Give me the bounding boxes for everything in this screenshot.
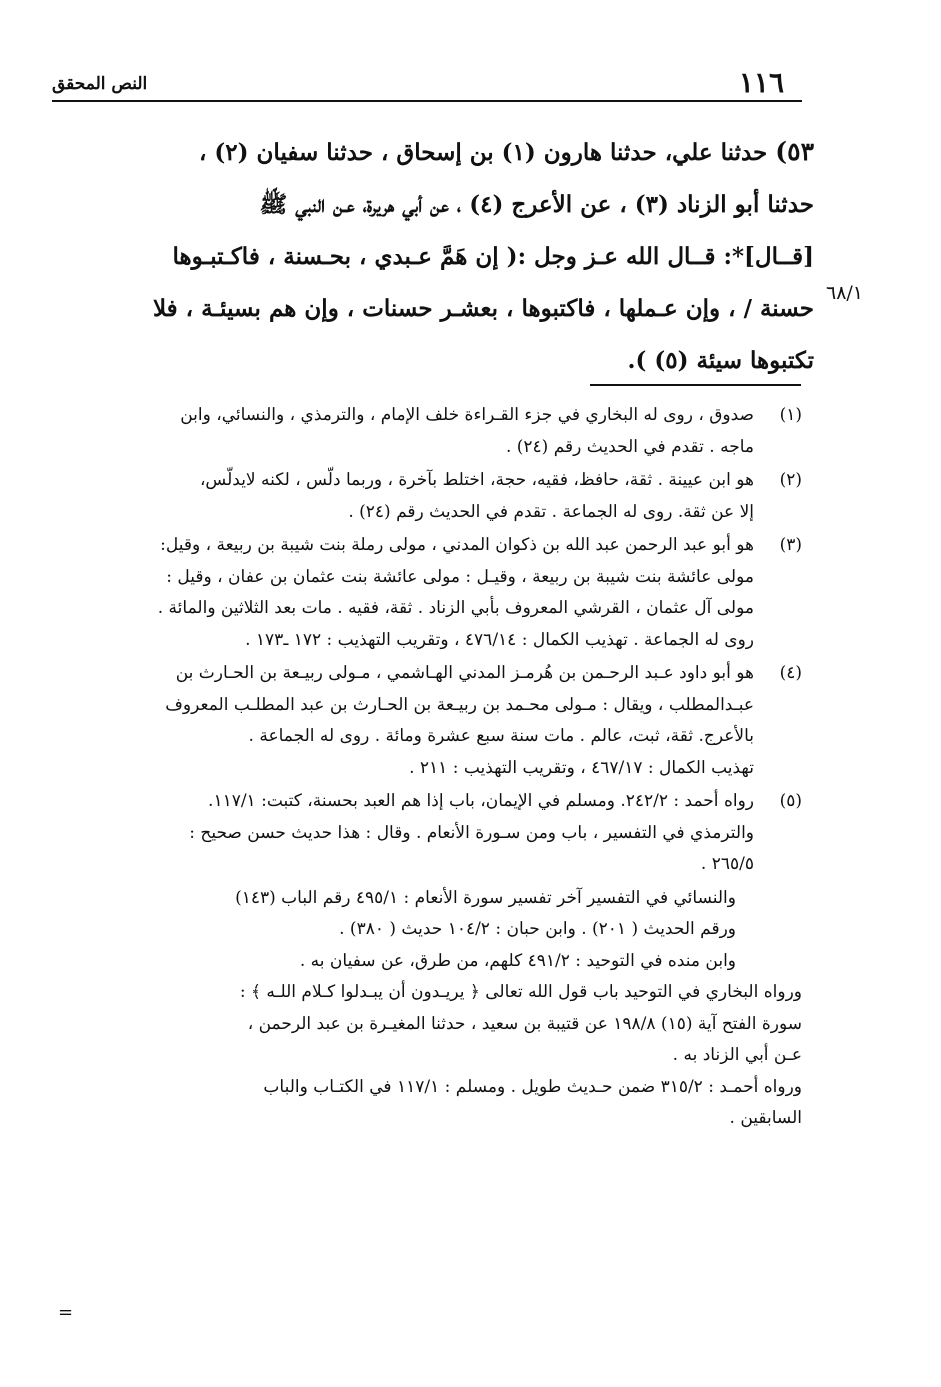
main-text	[50, 126, 814, 387]
page-number: ١١٦	[738, 66, 784, 99]
running-title: النص المحقق	[52, 74, 148, 94]
margin-reference: ٦٨/١	[826, 282, 864, 304]
footnote-2: (٢) هو ابن عيينة . ثقة، حافظ، فقيه، حجة، اختلط بآخرة ، وربما دلّس ، لكنه لايدلّس، إلا عن ثقة. روى له الجماعة . تقدم في الحديث رقم (٢٤) .	[48, 465, 802, 528]
footnote-number: (٢)	[779, 470, 802, 490]
hadith-number: ٥٣)	[775, 137, 814, 166]
main-line: ٥٣) حدثنا علي، حدثنا هارون (١) بن إسحاق ، حدثنا سفيان (٢) ،	[198, 137, 814, 166]
page-header	[52, 66, 802, 102]
main-line: حدثنا أبو الزناد (٣) ، عن الأعرج (٤) ، عن أبي هريرة، عـن النبي ﷺ	[259, 191, 814, 218]
footnote-3: (٣) هو أبو عبد الرحمن عبد الله بن ذكوان المدني ، مولى رملة بنت شيبة بن ربيعة ، وقيل: مولى عائشة بنت شيبة بن ربيعة ، وقيـل : مولى عائشة بنت عثمان بن عفان ، وقيل : مولى آل عثمان ، القرشي المعروف بأبي الزناد . ثقة، فقيه . مات بعد الثلاثين والمائة . روى له الجماعة . تهذيب الكمال : ٤٧٦/١٤ ، وتقريب التهذيب : ١٧٢ ـ١٧٣ .	[48, 530, 802, 656]
main-line: حسنة / ، وإن عـملها ، فاكتبوها ، بعشـر حسنات ، وإن هم بسيئـة ، فلا	[152, 295, 814, 322]
footnote-5-tail: ورواه البخاري في التوحيد باب قول الله تعالى ﴿ يريـدون أن يبـدلوا كـلام اللـه ﴾ : سورة الفتح آية (١٥) ١٩٨/٨ عن قتيبة بن سعيد ، حدثنا المغيـرة بن عبد الرحمن ، عـن أبي الزناد به . ورواه أحمـد : ٣١٥/٢ ضمن حـديث طويل . ومسلم : ١١٧/١ في الكتـاب والباب السابقين .	[239, 982, 802, 1128]
footnote-number: (٤)	[779, 663, 802, 683]
footnote-5-indented: والنسائي في التفسير آخر تفسير سورة الأنعام : ٤٩٥/١ رقم الباب (١٤٣) ورقم الحديث ( ٢٠١) . وابن حبان : ١٠٤/٢ حديث ( ٣٨٠) . وابن منده في التوحيد : ٤٩١/٢ كلهم، من طرق، عن سفيان به .	[235, 887, 736, 971]
footnote-number: (٥)	[779, 791, 802, 811]
main-line: تكتبوها سيئة (٥) ).	[627, 347, 814, 374]
footnote-5: (٥) رواه أحمد : ٢٤٢/٢. ومسلم في الإيمان، باب إذا هم العبد بحسنة، كتبت: ١١٧/١. والترمذي في التفسير ، باب ومن سـورة الأنعام . وقال : هذا حديث حسن صحيح : ٢٦٥/٥ .	[48, 786, 802, 881]
footnote-1: (١) صدوق ، روى له البخاري في جزء القـراءة خلف الإمام ، والترمذي ، والنسائي، وابن ماجه . تقدم في الحديث رقم (٢٤) .	[48, 400, 802, 463]
footnote-separator	[590, 384, 801, 386]
continuation-mark: =	[58, 1302, 74, 1323]
main-line: [قــال]*: قــال الله عـز وجل :( إن هَمَّ عـبدي ، بحـسنة ، فاكـتبـوها	[172, 243, 814, 270]
footnote-4: (٤) هو أبو داود عـبد الرحـمن بن هُرمـز المدني الهـاشمي ، مـولى ربيـعة بن الحـارث بن عبـدالمطلب ، ويقال : مـولى محـمد بن ربيـعة بن الحـارث بن عبد المطلـب المعروف بالأعرج. ثقة، ثبت، عالم . مات سنة سبع عشرة ومائة . روى له الجماعة . تهذيب الكمال : ٤٦٧/١٧ ، وتقريب التهذيب : ٢١١ .	[48, 658, 802, 784]
footnote-number: (١)	[779, 405, 802, 425]
footnote-number: (٣)	[779, 535, 802, 555]
footnotes	[48, 400, 802, 1135]
